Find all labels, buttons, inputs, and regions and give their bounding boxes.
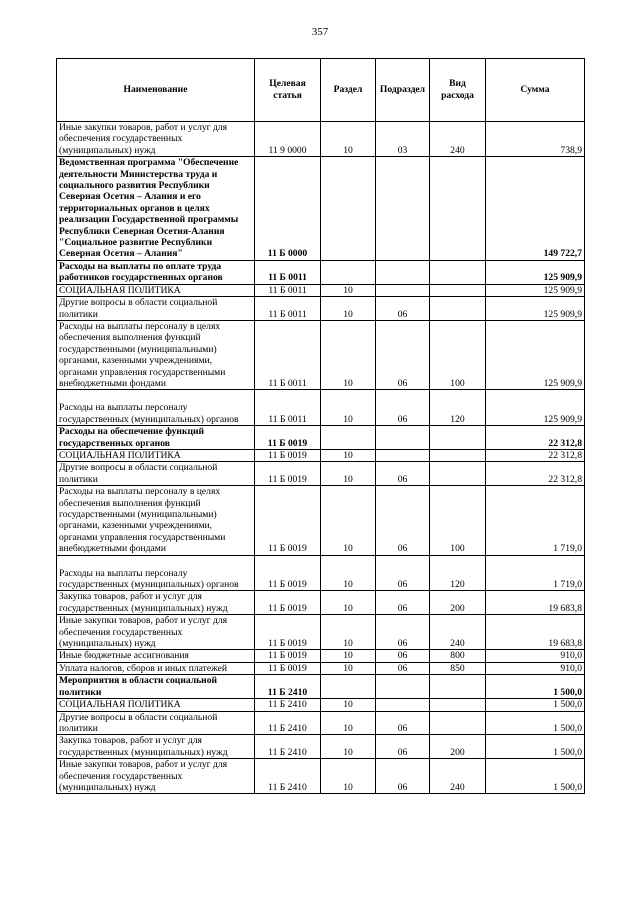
- row-name-cell: СОЦИАЛЬНАЯ ПОЛИТИКА: [57, 449, 255, 461]
- row-subsection-cell: [376, 284, 430, 296]
- row-name-cell: СОЦИАЛЬНАЯ ПОЛИТИКА: [57, 699, 255, 711]
- table-row: [57, 284, 585, 296]
- table-row: [57, 426, 585, 450]
- row-expense-kind-cell: [430, 449, 486, 461]
- row-section-cell: [321, 426, 376, 450]
- row-target-article-cell: 11 Б 0019: [255, 449, 321, 461]
- row-section-cell: 10: [321, 711, 376, 735]
- row-expense-kind-cell: 850: [430, 662, 486, 674]
- row-expense-kind-cell: 800: [430, 650, 486, 662]
- row-section-cell: 10: [321, 735, 376, 759]
- row-name-cell: Расходы на выплаты персоналу государственных (муниципальных) органов: [57, 555, 255, 591]
- row-target-article-cell: 11 Б 2410: [255, 759, 321, 794]
- row-expense-kind-cell: [430, 260, 486, 284]
- row-sum-cell: 19 683,8: [486, 615, 585, 650]
- row-target-article-cell: 11 Б 0019: [255, 555, 321, 591]
- header-subsection: Подраздел: [376, 59, 430, 122]
- table-header-row: [57, 59, 585, 122]
- row-subsection-cell: 06: [376, 615, 430, 650]
- row-name-cell: Другие вопросы в области социальной политики: [57, 711, 255, 735]
- row-name-cell: Расходы на выплаты персоналу в целях обеспечения выполнения функций государственными (муниципальными) органами, казенными учреждениями, органами управления государственными внебюджетными фондами: [57, 486, 255, 555]
- row-expense-kind-cell: 120: [430, 555, 486, 591]
- row-section-cell: 10: [321, 759, 376, 794]
- row-section-cell: 10: [321, 390, 376, 426]
- table-row: [57, 462, 585, 486]
- row-expense-kind-cell: [430, 675, 486, 699]
- row-name-cell: Мероприятия в области социальной политики: [57, 675, 255, 699]
- row-sum-cell: 1 719,0: [486, 486, 585, 555]
- row-expense-kind-cell: 120: [430, 390, 486, 426]
- header-section: Раздел: [321, 59, 376, 122]
- row-name-cell: СОЦИАЛЬНАЯ ПОЛИТИКА: [57, 284, 255, 296]
- row-subsection-cell: 06: [376, 759, 430, 794]
- row-name-cell: Иные закупки товаров, работ и услуг для обеспечения государственных (муниципальных) нужд: [57, 759, 255, 794]
- table-row: [57, 297, 585, 321]
- page-number: 357: [311, 26, 329, 38]
- table-row: [57, 759, 585, 794]
- row-expense-kind-cell: 240: [430, 122, 486, 157]
- table-row: [57, 675, 585, 699]
- row-target-article-cell: 11 Б 0011: [255, 320, 321, 389]
- row-sum-cell: 1 500,0: [486, 699, 585, 711]
- row-expense-kind-cell: [430, 284, 486, 296]
- row-sum-cell: 125 909,9: [486, 284, 585, 296]
- row-expense-kind-cell: [430, 699, 486, 711]
- row-section-cell: 10: [321, 462, 376, 486]
- row-subsection-cell: [376, 449, 430, 461]
- row-section-cell: 10: [321, 122, 376, 157]
- table-row: [57, 486, 585, 555]
- table-row: [57, 449, 585, 461]
- header-target-article: Целевая статья: [255, 59, 321, 122]
- table-row: [57, 735, 585, 759]
- row-expense-kind-cell: [430, 462, 486, 486]
- row-section-cell: 10: [321, 615, 376, 650]
- row-expense-kind-cell: 100: [430, 486, 486, 555]
- row-subsection-cell: 06: [376, 462, 430, 486]
- row-section-cell: [321, 675, 376, 699]
- row-expense-kind-cell: [430, 157, 486, 261]
- row-section-cell: 10: [321, 591, 376, 615]
- row-target-article-cell: 11 Б 0019: [255, 662, 321, 674]
- row-sum-cell: 149 722,7: [486, 157, 585, 261]
- row-name-cell: Уплата налогов, сборов и иных платежей: [57, 662, 255, 674]
- row-subsection-cell: [376, 675, 430, 699]
- row-subsection-cell: 06: [376, 650, 430, 662]
- row-subsection-cell: 06: [376, 390, 430, 426]
- row-subsection-cell: [376, 157, 430, 261]
- row-sum-cell: 125 909,9: [486, 320, 585, 389]
- row-target-article-cell: 11 Б 0019: [255, 650, 321, 662]
- row-section-cell: [321, 260, 376, 284]
- row-target-article-cell: 11 Б 0011: [255, 284, 321, 296]
- row-sum-cell: 22 312,8: [486, 426, 585, 450]
- table-row: [57, 591, 585, 615]
- row-section-cell: [321, 157, 376, 261]
- row-name-cell: Закупка товаров, работ и услуг для государственных (муниципальных) нужд: [57, 591, 255, 615]
- row-name-cell: Ведомственная программа "Обеспечение деятельности Министерства труда и социального развития Республики Северная Осетия – Алания и его территориальных органов в целях реализации Государственной программы Республики Северная Осетия-Алания "Социальное развитие Республики Северная Осетия – Алания": [57, 157, 255, 261]
- table-row: [57, 157, 585, 261]
- row-section-cell: 10: [321, 449, 376, 461]
- row-name-cell: Иные бюджетные ассигнования: [57, 650, 255, 662]
- row-expense-kind-cell: [430, 426, 486, 450]
- row-section-cell: 10: [321, 297, 376, 321]
- table-row: [57, 615, 585, 650]
- row-sum-cell: 125 909,9: [486, 297, 585, 321]
- row-subsection-cell: 06: [376, 662, 430, 674]
- table-row: [57, 711, 585, 735]
- row-subsection-cell: 06: [376, 591, 430, 615]
- row-target-article-cell: 11 9 0000: [255, 122, 321, 157]
- row-section-cell: 10: [321, 320, 376, 389]
- row-target-article-cell: 11 Б 0011: [255, 260, 321, 284]
- table-row: [57, 390, 585, 426]
- row-subsection-cell: 06: [376, 486, 430, 555]
- row-name-cell: Закупка товаров, работ и услуг для государственных (муниципальных) нужд: [57, 735, 255, 759]
- table-row: [57, 555, 585, 591]
- row-sum-cell: 1 500,0: [486, 711, 585, 735]
- table-row: [57, 650, 585, 662]
- row-name-cell: Другие вопросы в области социальной политики: [57, 297, 255, 321]
- row-target-article-cell: 11 Б 2410: [255, 735, 321, 759]
- table-row: [57, 662, 585, 674]
- table-row: [57, 699, 585, 711]
- row-subsection-cell: 06: [376, 297, 430, 321]
- row-subsection-cell: [376, 426, 430, 450]
- row-expense-kind-cell: [430, 297, 486, 321]
- row-name-cell: Расходы на выплаты персоналу в целях обеспечения выполнения функций государственными (муниципальными) органами, казенными учреждениями, органами управления государственными внебюджетными фондами: [57, 320, 255, 389]
- header-name: Наименование: [57, 59, 255, 122]
- row-target-article-cell: 11 Б 0011: [255, 390, 321, 426]
- row-expense-kind-cell: 100: [430, 320, 486, 389]
- row-section-cell: 10: [321, 486, 376, 555]
- row-section-cell: 10: [321, 662, 376, 674]
- row-name-cell: Иные закупки товаров, работ и услуг для обеспечения государственных (муниципальных) нужд: [57, 615, 255, 650]
- row-name-cell: Расходы на обеспечение функций государственных органов: [57, 426, 255, 450]
- row-subsection-cell: 06: [376, 711, 430, 735]
- row-subsection-cell: 06: [376, 735, 430, 759]
- row-expense-kind-cell: [430, 711, 486, 735]
- row-sum-cell: 1 500,0: [486, 759, 585, 794]
- row-subsection-cell: 06: [376, 555, 430, 591]
- table-row: [57, 122, 585, 157]
- row-sum-cell: 125 909,9: [486, 390, 585, 426]
- row-target-article-cell: 11 Б 0019: [255, 591, 321, 615]
- table-row: [57, 260, 585, 284]
- row-target-article-cell: 11 Б 0019: [255, 615, 321, 650]
- row-sum-cell: 1 500,0: [486, 735, 585, 759]
- row-sum-cell: 125 909,9: [486, 260, 585, 284]
- row-section-cell: 10: [321, 555, 376, 591]
- row-expense-kind-cell: 200: [430, 591, 486, 615]
- table-row: [57, 320, 585, 389]
- row-section-cell: 10: [321, 699, 376, 711]
- row-section-cell: 10: [321, 284, 376, 296]
- row-target-article-cell: 11 Б 2410: [255, 711, 321, 735]
- budget-table: [56, 58, 585, 794]
- row-target-article-cell: 11 Б 0000: [255, 157, 321, 261]
- row-subsection-cell: 06: [376, 320, 430, 389]
- row-sum-cell: 22 312,8: [486, 449, 585, 461]
- row-section-cell: 10: [321, 650, 376, 662]
- row-expense-kind-cell: 240: [430, 615, 486, 650]
- row-sum-cell: 910,0: [486, 662, 585, 674]
- table-body: [57, 122, 585, 794]
- row-name-cell: Расходы на выплаты персоналу государственных (муниципальных) органов: [57, 390, 255, 426]
- header-expense-kind: Вид расхода: [430, 59, 486, 122]
- row-sum-cell: 1 719,0: [486, 555, 585, 591]
- row-expense-kind-cell: 240: [430, 759, 486, 794]
- row-sum-cell: 1 500,0: [486, 675, 585, 699]
- row-target-article-cell: 11 Б 0019: [255, 486, 321, 555]
- row-target-article-cell: 11 Б 2410: [255, 675, 321, 699]
- row-sum-cell: 19 683,8: [486, 591, 585, 615]
- row-target-article-cell: 11 Б 0019: [255, 462, 321, 486]
- row-sum-cell: 22 312,8: [486, 462, 585, 486]
- row-target-article-cell: 11 Б 2410: [255, 699, 321, 711]
- row-target-article-cell: 11 Б 0011: [255, 297, 321, 321]
- row-subsection-cell: 03: [376, 122, 430, 157]
- row-name-cell: Другие вопросы в области социальной политики: [57, 462, 255, 486]
- row-subsection-cell: [376, 260, 430, 284]
- row-name-cell: Иные закупки товаров, работ и услуг для обеспечения государственных (муниципальных) нужд: [57, 122, 255, 157]
- row-name-cell: Расходы на выплаты по оплате труда работников государственных органов: [57, 260, 255, 284]
- row-sum-cell: 738,9: [486, 122, 585, 157]
- row-sum-cell: 910,0: [486, 650, 585, 662]
- row-subsection-cell: [376, 699, 430, 711]
- header-sum: Сумма: [486, 59, 585, 122]
- row-target-article-cell: 11 Б 0019: [255, 426, 321, 450]
- row-expense-kind-cell: 200: [430, 735, 486, 759]
